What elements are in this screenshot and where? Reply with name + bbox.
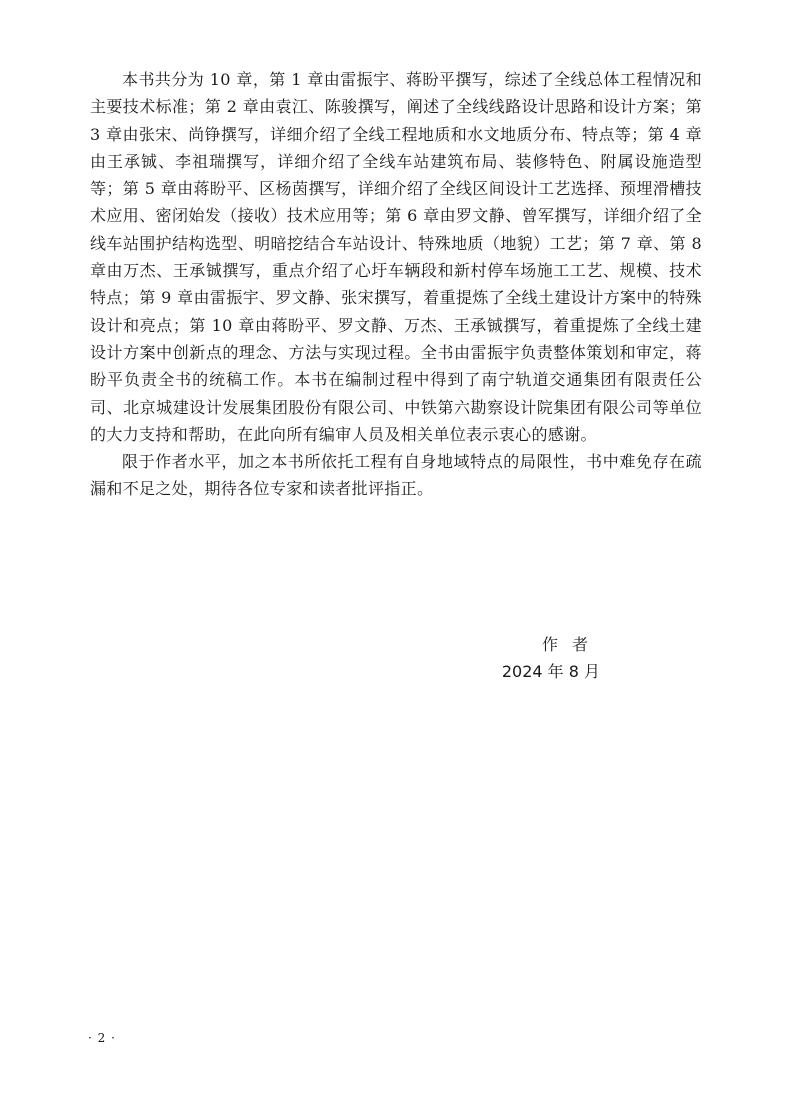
preface-body (90, 66, 702, 503)
signature-date: 2024 年 8 月 (501, 662, 600, 681)
paragraph-chapter-summary: 本书共分为 10 章，第 1 章由雷振宇、蒋盼平撰写，综述了全线总体工程情况和主要技术标准；第 2 章由袁江、陈骏撰写，阐述了全线线路设计思路和设计方案；第 3 章由张宋、尚铮撰写，详细介绍了全线工程地质和水文地质分布、特点等；第 4 章由王承铖、李祖瑞撰写，详细介绍了全线车站建筑布局、装修特色、附属设施造型等；第 5 章由蒋盼平、区杨茵撰写，详细介绍了全线区间设计工艺选择、预埋滑槽技术应用、密闭始发（接收）技术应用等；第 6 章由罗文静、曾军撰写，详细介绍了全线车站围护结构选型、明暗挖结合车站设计、特殊地质（地貌）工艺；第 7 章、第 8 章由万杰、王承铖撰写，重点介绍了心圩车辆段和新村停车场施工工艺、规模、技术特点；第 9 章由雷振宇、罗文静、张宋撰写，着重提炼了全线土建设计方案中的特殊设计和亮点；第 10 章由蒋盼平、罗文静、万杰、王承铖撰写，着重提炼了全线土建设计方案中创新点的理念、方法与实现过程。全书由雷振宇负责整体策划和审定，蒋盼平负责全书的统稿工作。本书在编制过程中得到了南宁轨道交通集团有限责任公司、北京城建设计发展集团股份有限公司、中铁第六勘察设计院集团有限公司等单位的大力支持和帮助，在此向所有编审人员及相关单位表示衷心的感谢。 (90, 70, 702, 444)
page-number: · 2 · (88, 1031, 116, 1045)
signature-block (502, 631, 600, 685)
signature-author: 作者 (541, 635, 602, 654)
paragraph-closing-remarks: 限于作者水平，加之本书所依托工程有自身地域特点的局限性，书中难免存在疏漏和不足之处，期待各位专家和读者批评指正。 (90, 452, 702, 499)
